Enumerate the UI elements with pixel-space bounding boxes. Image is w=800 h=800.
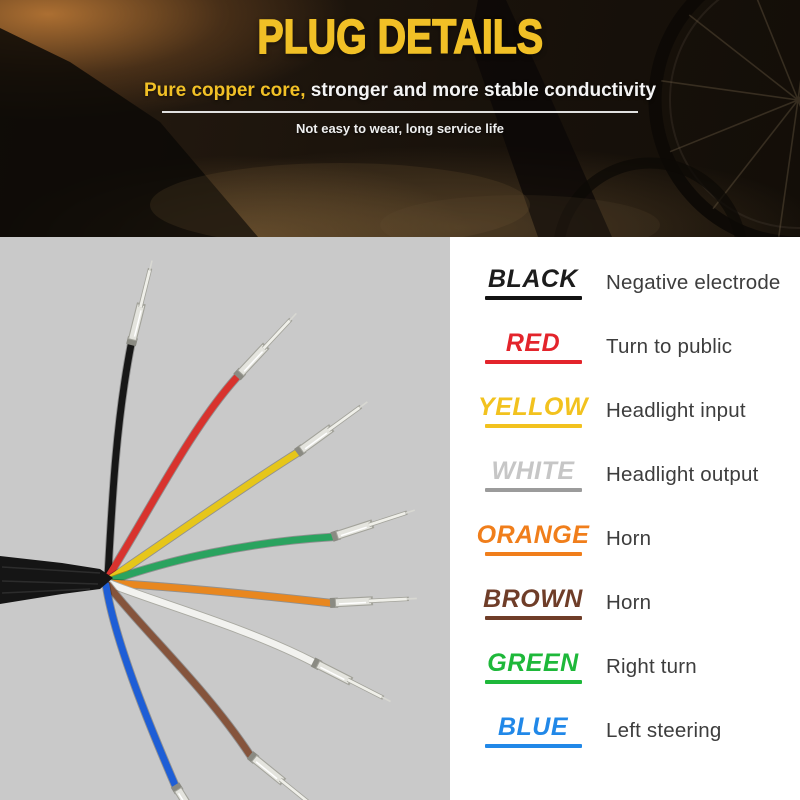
red-crimp-pin (237, 313, 296, 377)
pin-tip (382, 697, 391, 702)
color-word-black: BLACK (488, 264, 578, 293)
wire-photo-panel (0, 237, 450, 800)
pin-barrel (132, 305, 140, 339)
hero-subtitle (144, 80, 656, 102)
hero-divider (162, 111, 638, 113)
legend-row-orange (450, 507, 800, 571)
pin-needle (329, 408, 360, 430)
legend-desc-orange: Horn (606, 527, 652, 550)
legend-row-yellow (450, 379, 800, 443)
pin-needle (264, 321, 290, 349)
color-cell (478, 392, 588, 428)
page-title: PLUG DETAILS (257, 11, 543, 64)
legend-panel (450, 237, 800, 800)
pin-tip (290, 313, 297, 320)
legend-row-white (450, 443, 800, 507)
legend-row-red (450, 315, 800, 379)
wire-color-legend (450, 251, 800, 763)
color-underline-red (485, 360, 582, 364)
color-word-yellow: YELLOW (478, 392, 588, 421)
color-word-blue: BLUE (497, 712, 569, 741)
color-word-red: RED (505, 328, 561, 357)
wire-harness-diagram (0, 237, 450, 800)
color-underline-white (485, 488, 582, 492)
blue-crimp-pin (175, 785, 221, 800)
trunk-cable (0, 556, 113, 604)
pin-barrel (255, 759, 282, 781)
black-crimp-pin (131, 261, 152, 345)
color-underline-green (485, 680, 582, 684)
hero-subtitle-rest: stronger and more stable conductivity (305, 80, 657, 101)
pin-needle (369, 513, 405, 525)
green-crimp-pin (332, 510, 415, 537)
hero-text-block (0, 0, 800, 237)
legend-row-green (450, 635, 800, 699)
pin-needle (369, 599, 407, 601)
color-word-green: GREEN (487, 648, 579, 677)
legend-row-brown (450, 571, 800, 635)
white-crimp-pin (313, 662, 391, 701)
color-underline-brown (485, 616, 582, 620)
color-cell (478, 328, 588, 364)
legend-desc-yellow: Headlight input (606, 399, 746, 422)
hero-subtitle-highlight: Pure copper core, (143, 80, 306, 101)
brown-crimp-pin (250, 755, 318, 800)
legend-desc-red: Turn to public (606, 335, 733, 358)
pin-needle (140, 270, 149, 307)
hero-banner (0, 0, 800, 237)
color-underline-black (485, 296, 582, 300)
color-cell (478, 584, 588, 620)
pin-needle (280, 780, 310, 800)
color-cell (476, 520, 590, 556)
pin-needle (348, 680, 382, 697)
pin-barrel (241, 347, 265, 373)
legend-desc-white: Headlight output (606, 463, 759, 486)
color-cell (478, 712, 588, 748)
pin-barrel (302, 429, 330, 450)
legend-desc-green: Right turn (606, 655, 697, 678)
color-word-brown: BROWN (483, 584, 583, 613)
legend-row-blue (450, 699, 800, 763)
pin-tip (407, 598, 417, 599)
legend-desc-brown: Horn (606, 591, 652, 614)
color-underline-blue (485, 744, 582, 748)
yellow-wire (110, 453, 297, 579)
pin-tip (359, 402, 367, 408)
color-underline-yellow (485, 424, 582, 428)
hero-tagline: Not easy to wear, long service life (295, 121, 505, 136)
orange-crimp-pin (330, 598, 417, 603)
legend-row-black (450, 251, 800, 315)
legend-desc-blue: Left steering (606, 719, 722, 742)
color-cell (478, 456, 588, 492)
pin-barrel (318, 665, 349, 681)
legend-desc-black: Negative electrode (606, 271, 781, 294)
color-word-orange: ORANGE (476, 520, 590, 549)
color-word-white: WHITE (491, 456, 575, 485)
yellow-crimp-pin (297, 402, 367, 453)
color-cell (478, 264, 588, 300)
color-underline-orange (485, 552, 582, 556)
color-cell (478, 648, 588, 684)
